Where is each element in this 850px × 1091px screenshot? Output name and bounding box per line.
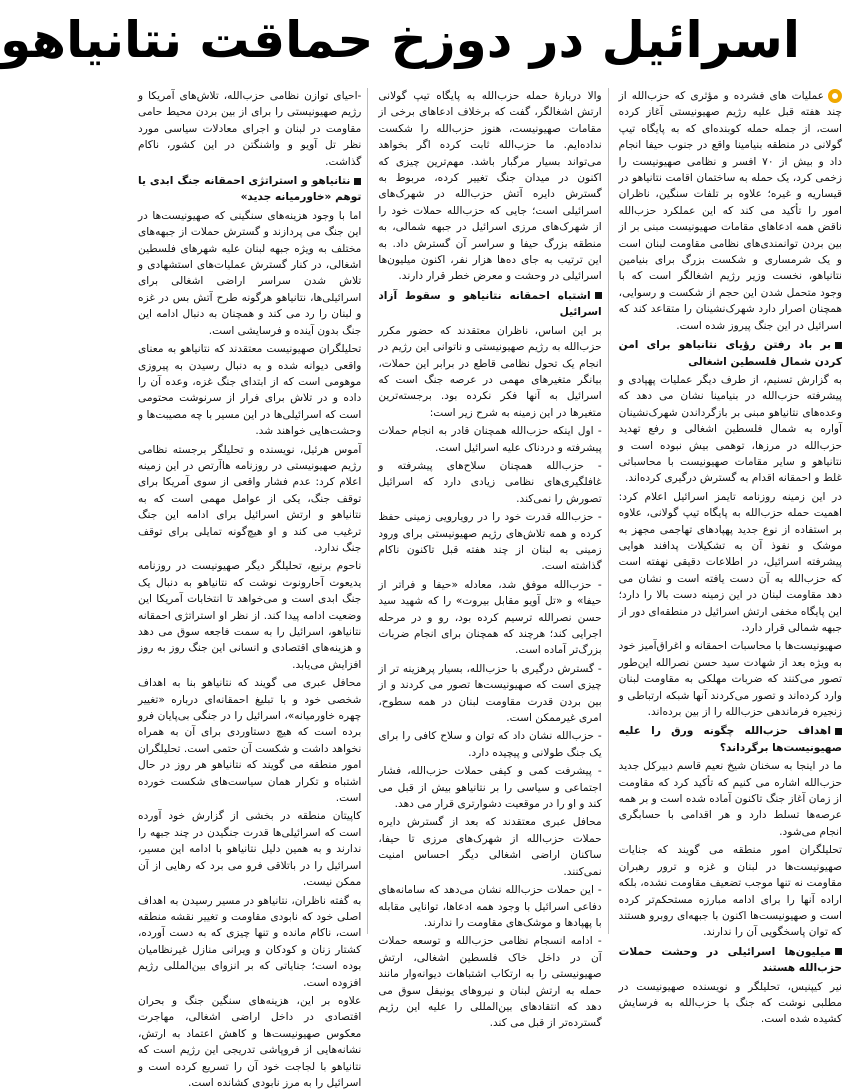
paragraph: به گفته ناظران، نتانیاهو در مسیر رسیدن به اهداف اصلی خود که نابودی مقاومت و تغییر نقشه منطقه است، ناکام مانده و تنها چیزی که به دست آورده، کشتار زنان و کودکان و ویرانی منازل غیرنظامیان بوده است؛ جنایاتی که بر انزوای بین‌المللی رژیم افزوده است. [138,894,362,989]
paragraph: - حزب‌الله نشان داد که توان و سلاح کافی را برای یک جنگ طولانی و پیچیده دارد. [378,730,602,759]
paragraph: ما در اینجا به سخنان شیخ نعیم قاسم دبیرکل جدید حزب‌الله اشاره می کنیم که تأکید کرد که مقاومت از زمان آغاز جنگ تاکنون آماده شده است و بر همه عرصه‌ها تسلط دارد و هر اقدامی با حسابگری انجام می‌شود. [618,760,842,838]
paragraph: - اول اینکه حزب‌الله همچنان قادر به انجام حملات پیشرفته و دردناک علیه اسرائیل است. [378,425,602,454]
paragraph: - حزب‌الله همچنان سلاح‌های پیشرفته و غافلگیری‌های نظامی زیادی دارد که اسرائیل تصورش را نمی‌کند. [378,459,602,505]
square-bullet-icon [595,292,602,299]
headline: اسرائیل در دوزخ حماقت نتانیاهو [0,11,800,69]
paragraph: - این حملات حزب‌الله نشان می‌دهد که سامانه‌های دفاعی اسرائیل با وجود همه ادعاها، توانایی مقابله با پهپادها و موشک‌های مقاومت را ندارند. [378,884,602,929]
subheading [619,944,842,977]
paragraph: در این زمینه روزنامه تایمز اسرائیل اعلام کرد: اهمیت حمله حزب‌الله به پایگاه تیپ گولانی، علاوه بر استفاده از نوع جدید پهپادهای تهاجمی مجهز به موشک و نفوذ آن به تشکیلات پدافند هوایی پیشرفته اسرائیل، در اطلاعات دقیقی نهفته است که حزب‌الله به آن دست یافته است و نشان می دهد مقاومت لبنان در این زمینه دست بالا را دارد؛ این پایگاه مخفی ارتش اسرائیل در منطقه‌ای دور از جبهه شمالی قرار دارد. [618,490,842,634]
paragraph: ناحوم برنیع، تحلیلگر دیگر صهیونیست در روزنامه یدیعوت آحارونوت نوشت که نتانیاهو به دنبال یک جنگ ابدی است و می‌خواهد تا انتخابات آمریکا این وضعیت ادامه پیدا کند. از نظر او استراتژی احمقانه نتانیاهو، اسرائیل را به سمت فاجعه سوق می دهد و هزینه‌های اقتصادی و انسانی این جنگ روز به روز افزایش می‌یابد. [138,560,362,671]
paragraph: به گزارش تسنیم، از طرف دیگر عملیات پهپادی و پیشرفته حزب‌الله در بنیامینا نشان می دهد که وعده‌های نتانیاهو مبنی بر بازگرداندن شهرک‌نشینان آواره به شمال فلسطین اشغالی و رفع تهدید حزب‌الله در مرزها، توهمی بیش نبوده است و نتانیاهو و سایر مقامات صهیونیست با محاسباتی غلط و احمقانه اقدام به گسترش درگیری کرده‌اند. [618,373,842,485]
paragraph: والا دربارهٔ حمله حزب‌الله به پایگاه تیپ گولانی ارتش اشغالگر، گفت که برخلاف ادعاهای برخی از مقامات صهیونیست، هنوز حزب‌الله را شکست نداده‌ایم. ما حزب‌الله ثابت کرده اگر بخواهد می‌تواند بسیار مرگبار باشد. مهم‌ترین چیزی که اکنون در میدان جنگ تغییر کرده، مربوط به گسترش دایره آتش حزب‌الله در شهرک‌های اسرائیلی است؛ جایی که حزب‌الله حملات خود را از شهرک‌های مرزی اسرائیل در جبهه شمالی، به منطقه بزرگ حیفا و سراسر آن گسترش داد. به این ترتیب به جای ده‌ها هزار نفر، اکنون میلیون‌ها اسرائیلی در وحشت و معرض خطر قرار دارند. [378,90,602,283]
paragraph: صهیونیست‌ها با محاسبات احمقانه و اغراق‌آمیز خود به ویژه بعد از شهادت سید حسن نصرالله این‌طور تصور می‌کنند که ضربات مهلکی به مقاومت لبنان وارد کرده‌اند و تصور می‌کردند آنها شبکه ارتباطی و زنجیره فرماندهی حزب‌الله را از بین برده‌اند. [618,640,842,719]
paragraph [619,88,842,334]
column-left [138,88,368,1089]
column-right [618,88,842,1026]
paragraph: محافل عبری معتقدند که بعد از گسترش دایره حملات حزب‌الله از شهرک‌های مرزی تا حیفا، ساکنان اراضی اشغالی دیگر احساس امنیت نمی‌کنند. [378,816,602,878]
paragraph: کاپیتان منطقه در بخشی از گزارش خود آورده است که اسرائیلی‌ها قدرت جنگیدن در چند جبهه را ندارند و به همین دلیل نتانیاهو با ادامه این مسیر، اسرائیل را در باتلاقی فرو می برد که رهایی از آن ممکن نیست. [138,810,362,889]
paragraph-text: عملیات های فشرده و مؤثری که حزب‌الله از چند هفته قبل علیه رژیم صهیونیستی آغاز کرده است، از جمله حمله کوبنده‌ای که به پایگاه تیپ گولانی در منطقه بنیامینا واقع در جنوب حیفا انجام داد و بیش از ۷۰ افسر و نظامی صهیونیست را زخمی کرد، یک حمله به ساختمان اقامت نتانیاهو در قیساریه و غیره؛ علاوه بر تلفات سنگین، ناظران امور را تأکید می کند که این عملکرد حزب‌الله ناقض همه ادعاهای مقامات صهیونیست مبنی بر از بین بردن توانمندی‌های نظامی مقاومت لبنان است و یک شرمساری و شکست بزرگ برای بنیامین نتانیاهو، نخست وزیر رژیم اشغالگر است که با وجود متحمل شدن این حجم از شکست و رسوایی، همچنان اصرار دارد شهرک‌نشینان را متقاعد کند که اسرائیل در این جنگ پیروز شده است. [618,90,842,332]
subheading-text: میلیون‌ها اسرائیلی در وحشت حملات حزب‌الله هستند [618,945,842,975]
square-bullet-icon [835,948,842,955]
paragraph: - گسترش درگیری با حزب‌الله، بسیار پرهزینه تر از چیزی است که صهیونیست‌ها تصور می کردند و از بین بردن قدرت مقاومت لبنان در همه سطوح، امری غیرممکن است. [378,662,602,725]
paragraph: نیر کیپنیس، تحلیلگر و نویسنده صهیونیست در مطلبی نوشت که جنگ با حزب‌الله به فرسایش کشیده شده است. [618,980,842,1026]
square-bullet-icon [354,178,361,185]
paragraph: - حزب‌الله قدرت خود را در رویارویی زمینی حفظ کرده و همه تلاش‌های رژیم صهیونیستی برای ورود زمینی به لبنان از چند هفته قبل تاکنون ناکام گذاشته است. [378,511,602,573]
square-bullet-icon [835,342,842,349]
subheading-text: اهداف حزب‌الله چگونه ورق را علیه صهیونیست‌ها برگرداند؟ [618,725,842,754]
subheading-text: بر باد رفتن رؤیای نتانیاهو برای امن کردن شمال فلسطین اشغالی [618,339,842,368]
subheading [138,173,361,206]
paragraph: آموس هرئیل، نویسنده و تحلیلگر برجسته نظامی رژیم صهیونیستی در روزنامه هاآرتص در این زمینه اعلام کرد: عدم فشار واقعی از سوی آمریکا برای توقف جنگ، یکی از عوامل مهمی است که به نتانیاهو و ارتش اسرائیل برای ادامه این جنگ ترغیب می کند و او هیچ‌گونه تمایلی برای توقف جنگ ندارد. [138,443,362,554]
paragraph: -احیای توازن نظامی حزب‌الله، تلاش‌های آمریکا و رژیم صهیونیستی را برای از بین بردن محیط حامی مقاومت در لبنان و اجرای معادلات سیاسی مورد نظر تل آویو و واشنگتن در این کشور، ناکام گذاشت. [138,90,362,168]
subheading [619,723,842,756]
paragraph: - حزب‌الله موفق شد، معادله «حیفا و فراتر از حیفا» و «تل آویو مقابل بیروت» را که شهید سید حسن نصرالله ترسیم کرده بود، رو و در مرحله اجرایی کند؛ هرچند که همچنان برای انجام ضربات بزرگ‌تر آماده است. [378,578,602,657]
column-middle [378,88,608,1030]
paragraph: محافل عبری می گویند که نتانیاهو بنا به اهداف شخصی خود و با تبلیغ احمقانه‌ای درباره «تغییر چهره خاورمیانه»، اسرائیل را در جنگی بی‌پایان فرو برده است که هیچ دستاوردی برای آن به همراه نخواهد داشت و شکست آن حتمی است. تحلیلگران امور منطقه می گویند که نتانیاهو هر روز در حال اشتباه و تکرار همان سیاست‌های شکست خورده است. [138,677,362,805]
subheading-text: نتانیاهو و استراتژی احمقانه جنگ ابدی یا توهم «خاورمیانه جدید» [138,175,362,204]
paragraph: تحلیلگران صهیونیست معتقدند که نتانیاهو به معنای واقعی دیوانه شده و به دنبال رسیدن به پیروزی موهومی است که از ابتدای جنگ غزه، وعده آن را داده و در تلاش برای فرار از سرنوشت محتومی است که اسرائیلی‌ها در این مسیر با چه مصیبت‌ها و وحشت‌هایی خواهند شد. [138,343,362,438]
subheading [619,337,842,370]
paragraph: بر این اساس، ناظران معتقدند که حضور مکرر حزب‌الله به رژیم صهیونیستی و ناتوانی این رژیم در انجام یک تحول نظامی قاطع در برابر این حملات، بیانگر متغیرهای مهمی در عرصه جنگ است که اسرائیل به آنها فکر نکرده بود. برجسته‌ترین متغیرها در این زمینه به شرح زیر است: [378,324,602,419]
paragraph: علاوه بر این، هزینه‌های سنگین جنگ و بحران اقتصادی در داخل اراضی اشغالی، مهاجرت معکوس صهیونیست‌ها و کاهش اعتماد به ارتش، نشانه‌هایی از فروپاشی تدریجی این رژیم است که نتانیاهو با لجاجت خود آن را تسریع کرده است و اسرائیل را به مرز نابودی کشانده است. [138,994,362,1089]
subheading-text: اشتباه احمقانه نتانیاهو و سقوط آزاد اسرائیل [378,289,602,319]
square-bullet-icon [835,728,842,735]
subheading [378,288,601,321]
paragraph: - ادامه انسجام نظامی حزب‌الله و توسعه حملات آن در داخل خاک فلسطین اشغالی، ارتش صهیونیستی را به ارتکاب اشتباهات دیوانه‌وار مانند حمله به ارتش لبنان و نیروهای یونیفل سوق می دهد که انتقادهای بین‌المللی را علیه این رژیم گسترده‌تر از قبل می کند. [378,935,602,1030]
article-columns [138,88,842,1089]
logo-icon [828,89,842,103]
paragraph: اما با وجود هزینه‌های سنگینی که صهیونیست‌ها در این جنگ می پردازند و گسترش حملات از جبهه‌های مختلف به ویژه جبهه لبنان علیه شهرهای فلسطین اشغالی، در کنار گسترش عملیات‌های استشهادی و تلاش شدن سراسر اراضی اشغالی برای اسرائیلی‌ها، نتانیاهو هرگونه طرح آتش بس در غزه و لبنان را رد می کند و همچنان به دنبال ادامه این جنگ بدون آینده و فرسایشی است. [138,209,362,337]
paragraph: - پیشرفت کمی و کیفی حملات حزب‌الله، فشار اجتماعی و سیاسی را بر نتانیاهو بیش از قبل می کند و او را در موقعیت دشوارتری قرار می دهد. [378,765,602,811]
paragraph: تحلیلگران امور منطقه می گویند که جنایات صهیونیست‌ها در لبنان و غزه و ترور رهبران مقاومت نه تنها موجب تضعیف مقاومت نشده، بلکه اراده آنها را برای ادامه مبارزه مستحکم‌تر کرده است و صهیونیست‌ها اکنون با جبهه‌ای روبرو هستند که توان پاسخگویی آن را ندارند. [618,844,842,939]
